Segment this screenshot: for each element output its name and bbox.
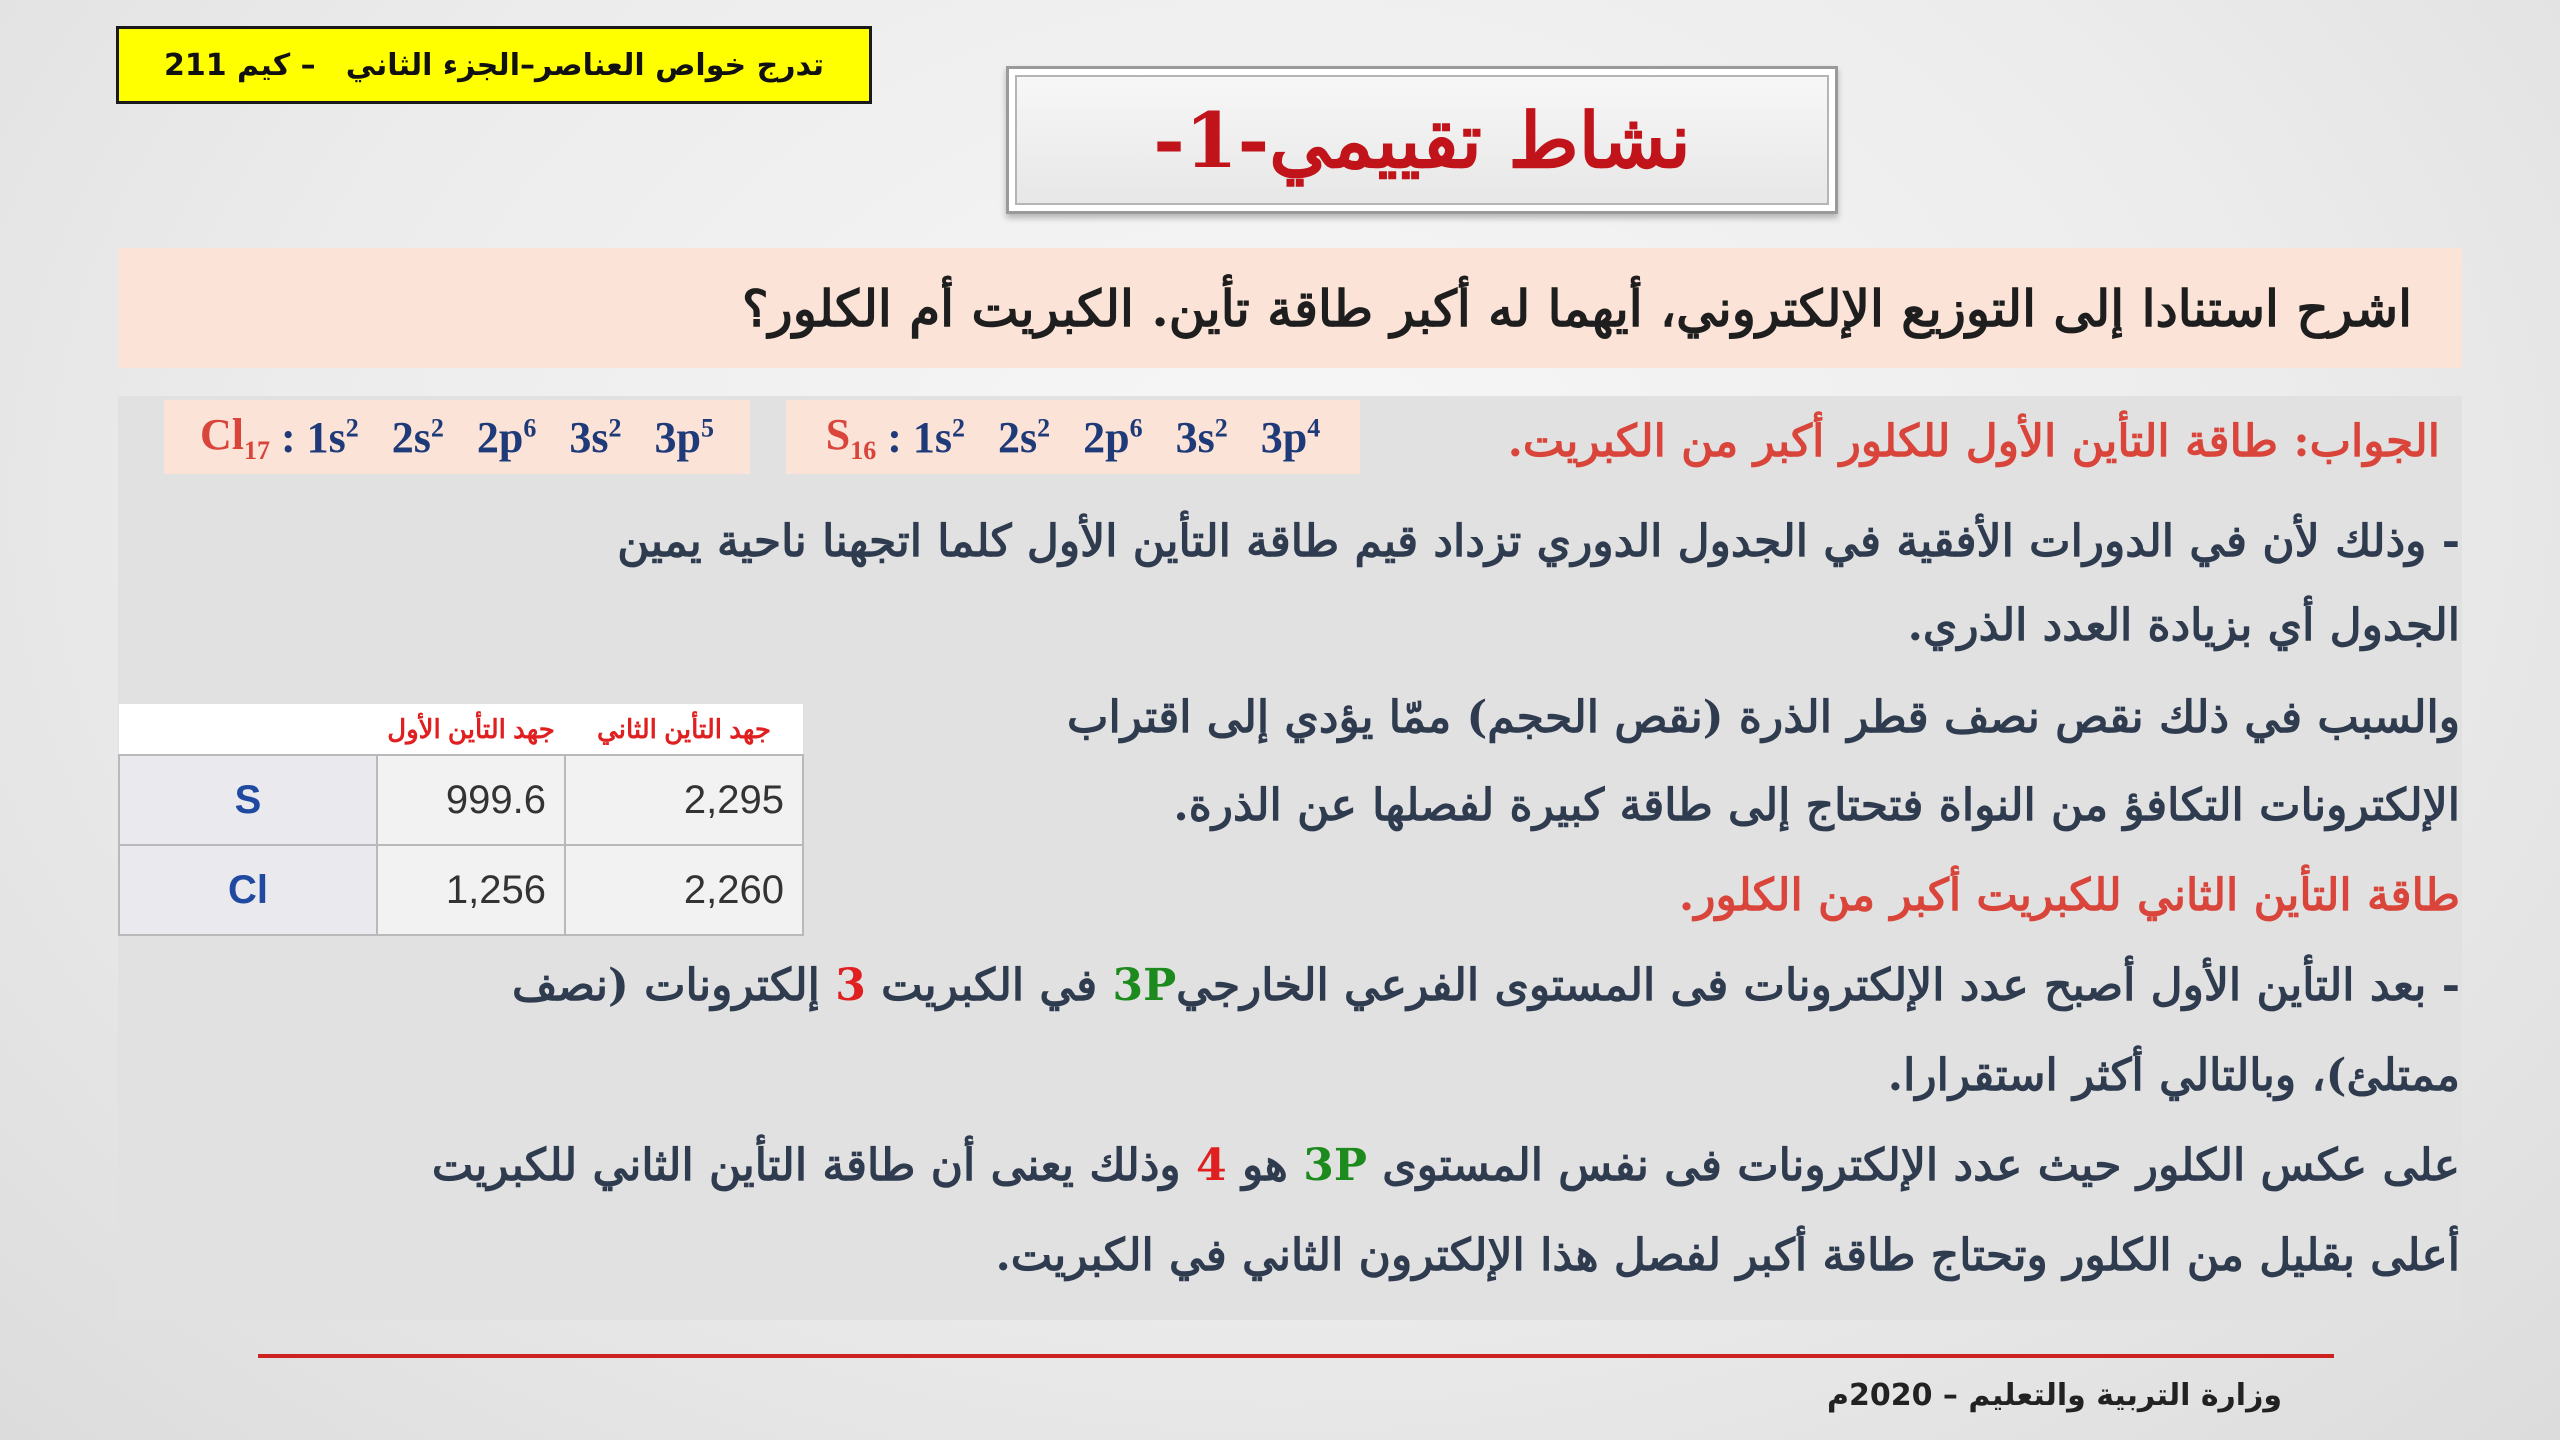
answer-line-1: الجواب: طاقة التأين الأول للكلور أكبر من الكبريت. [1507,416,2440,467]
sulfur-orbitals: $1s^2$ $2s^2$ $2p^6$ $3s^2$ $3p^4$ [912,412,1321,462]
table-row [119,845,803,935]
activity-title-box [1006,66,1838,214]
answer-line-7: - بعد التأين الأول أصبح عدد الإلكترونات فى المستوى الفرعي الخارجي3P في الكبريت 3 إلكترونات (نصف [512,960,2460,1011]
first-ie-cell: 999.6 [377,755,565,845]
ionization-table [118,704,804,936]
question-text: اشرح استنادا إلى التوزيع الإلكتروني، أيهما له أكبر طاقة تأين. الكبريت أم الكلور؟ [742,278,2412,338]
answer-line-6: طاقة التأين الثاني للكبريت أكبر من الكلور. [1678,870,2460,921]
footer-divider [258,1354,2334,1358]
course-label: تدرج خواص العناصر–الجزء الثاني [345,47,825,83]
activity-title: نشاط تقييمي-1- [1153,95,1691,185]
answer-line-2: - وذلك لأن في الدورات الأفقية في الجدول الدوري تزداد قيم طاقة التأين الأول كلما اتجهنا ناحية يمين [617,516,2460,567]
chlorine-symbol: $Cl_{17}$ [200,409,270,465]
second-ie-cell: 2,295 [565,755,803,845]
first-ie-cell: 1,256 [377,845,565,935]
question-banner [118,248,2462,368]
answer-line-3: الجدول أي بزيادة العدد الذري. [1907,600,2460,651]
answer-line-5: الإلكترونات التكافؤ من النواة فتحتاج إلى طاقة كبيرة لفصلها عن الذرة. [1173,780,2460,831]
table-header-first: جهد التأين الأول [377,704,565,755]
answer-line-4: والسبب في ذلك نقص نصف قطر الذرة (نقص الحجم) ممّا يؤدي إلى اقتراب [1067,692,2460,743]
element-cell: Cl [119,845,377,935]
table-row [119,755,803,845]
sulfur-symbol: $S_{16}$ [825,409,877,465]
chlorine-orbitals: $1s^2$ $2s^2$ $2p^6$ $3s^2$ $3p^5$ [306,412,714,462]
course-tag [116,26,872,104]
chlorine-config: $Cl_{17}$ : $1s^2$ $2s^2$ $2p^6$ $3s^2$ $3p^5$ [164,400,750,474]
table-header-second: جهد التأين الثاني [565,704,803,755]
course-code: – كيم 211 [163,47,316,83]
answer-line-9: على عكس الكلور حيث عدد الإلكترونات فى نفس المستوى 3P هو 4 وذلك يعنى أن طاقة التأين الثاني للكبريت [431,1140,2460,1191]
element-cell: S [119,755,377,845]
footer-ministry: وزارة التربية والتعليم – 2020م [1826,1378,2282,1413]
sulfur-config: $S_{16}$ : $1s^2$ $2s^2$ $2p^6$ $3s^2$ $3p^4$ [786,400,1360,474]
answer-line-10: أعلى بقليل من الكلور وتحتاج طاقة أكبر لفصل هذا الإلكترون الثاني في الكبريت. [995,1230,2460,1281]
second-ie-cell: 2,260 [565,845,803,935]
answer-line-8: ممتلئ)، وبالتالي أكثر استقرارا. [1887,1050,2460,1101]
